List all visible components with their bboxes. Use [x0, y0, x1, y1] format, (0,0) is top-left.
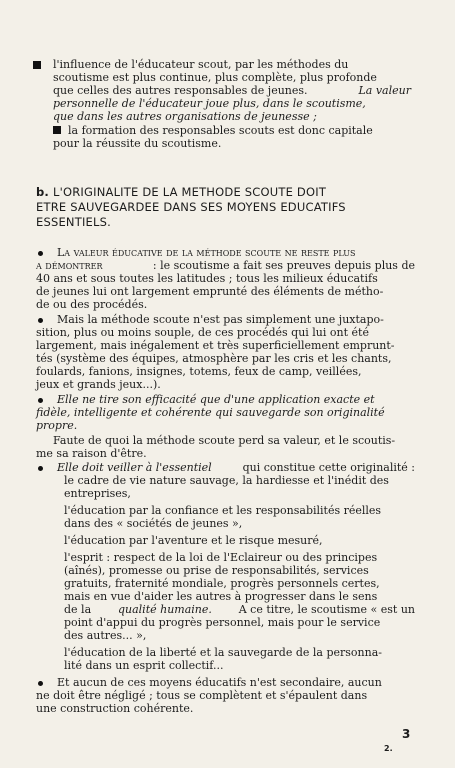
paragraph-line: Elle ne tire son efficacité que d'une application exacte et: [57, 393, 375, 406]
list-item-line: de la qualité humaine. A ce titre, le scoutisme « est un: [64, 603, 415, 616]
list-item-line: point d'appui du progrès personnel, mais pour le service: [64, 616, 381, 629]
section-title-line: ETRE SAUVEGARDEE DANS SES MOYENS EDUCATIFS: [36, 200, 346, 214]
paragraph-line: Faute de quoi la méthode scoute perd sa valeur, et le scoutis-: [53, 434, 396, 447]
list-item-line: l'esprit : respect de la loi de l'Eclaireur ou des principes: [64, 551, 378, 564]
paragraph-line: Mais la méthode scoute n'est pas simplement une juxtapo-: [57, 313, 384, 326]
list-item-line: dans des « sociétés de jeunes »,: [64, 517, 243, 530]
paragraph-line: Elle doit veiller à l'essentiel qui constitue cette originalité :: [57, 461, 415, 474]
list-item-line: des autres... »,: [64, 629, 147, 642]
list-item-line: l'éducation de la liberté et la sauvegarde de la personna-: [64, 646, 382, 659]
paragraph-line: jeux et grands jeux...).: [36, 378, 161, 391]
list-item-line: (aînés), promesse ou prise de responsabilités, services: [64, 564, 369, 577]
list-item-line: l'éducation par la confiance et les responsabilités réelles: [64, 504, 382, 517]
page-number: 3: [402, 727, 411, 741]
list-item-line: entreprises,: [64, 487, 131, 500]
list-item-line: mais en vue d'aider les autres à progresser dans le sens: [64, 590, 378, 603]
paragraph-line: propre.: [36, 419, 78, 432]
intro-bullet1-line: que dans les autres organisations de jeunesse ;: [53, 110, 317, 123]
paragraph-line: de jeunes lui ont largement emprunté des éléments de métho-: [36, 285, 384, 298]
paragraph-line: ne doit être négligé ; tous se complètent et s'épaulent dans: [36, 689, 368, 702]
paragraph-line: de ou des procédés.: [36, 298, 148, 311]
intro-bullet1-line: l'influence de l'éducateur scout, par les méthodes du: [53, 58, 349, 71]
round-bullet-icon: [38, 681, 43, 686]
square-bullet-icon: [33, 61, 41, 69]
paragraph-line: sition, plus ou moins souple, de ces procédés qui lui ont été: [36, 326, 369, 339]
intro-bullet1-line: personnelle de l'éducateur joue plus, dans le scoutisme,: [53, 97, 366, 110]
paragraph-line: 40 ans et sous toutes les latitudes ; tous les milieux éducatifs: [36, 272, 378, 285]
paragraph-line: foulards, fanions, insignes, totems, feux de camp, veillées,: [36, 365, 362, 378]
intro-bullet2-line: la formation des responsables scouts est donc capitale: [68, 124, 373, 137]
intro-bullet1-line: scoutisme est plus continue, plus complète, plus profonde: [53, 71, 377, 84]
paragraph-line: une construction cohérente.: [36, 702, 194, 715]
paragraph-line: tés (système des équipes, atmosphère par les cris et les chants,: [36, 352, 392, 365]
list-item-line: l'éducation par l'aventure et le risque mesuré,: [64, 534, 323, 547]
paragraph-line: fidèle, intelligente et cohérente qui sauvegarde son originalité: [36, 406, 385, 419]
section-title-line: ESSENTIELS.: [36, 215, 111, 229]
list-item-line: le cadre de vie nature sauvage, la hardiesse et l'inédit des: [64, 474, 389, 487]
intro-bullet1-line: que celles des autres responsables de jeunes. La valeur: [53, 84, 411, 97]
round-bullet-icon: [38, 466, 43, 471]
round-bullet-icon: [38, 251, 43, 256]
square-bullet-icon: [53, 126, 61, 134]
round-bullet-icon: [38, 318, 43, 323]
section-title-line: L'ORIGINALITE DE LA METHODE SCOUTE DOIT: [53, 185, 327, 199]
paragraph-line: La valeur éducative de la méthode scoute ne reste plus: [57, 246, 356, 259]
list-item-line: gratuits, fraternité mondiale, progrès personnels certes,: [64, 577, 380, 590]
section-letter: b.: [36, 185, 50, 199]
paragraph-line: Et aucun de ces moyens éducatifs n'est secondaire, aucun: [57, 676, 382, 689]
paragraph-line: largement, mais inégalement et très superficiellement emprunt-: [36, 339, 395, 352]
intro-bullet2-line: pour la réussite du scoutisme.: [53, 137, 222, 150]
signature-mark: 2.: [384, 744, 393, 753]
round-bullet-icon: [38, 398, 43, 403]
paragraph-line: a démontrer : le scoutisme a fait ses preuves depuis plus de: [36, 259, 415, 272]
list-item-line: lité dans un esprit collectif...: [64, 659, 224, 672]
paragraph-line: me sa raison d'être.: [36, 447, 147, 460]
